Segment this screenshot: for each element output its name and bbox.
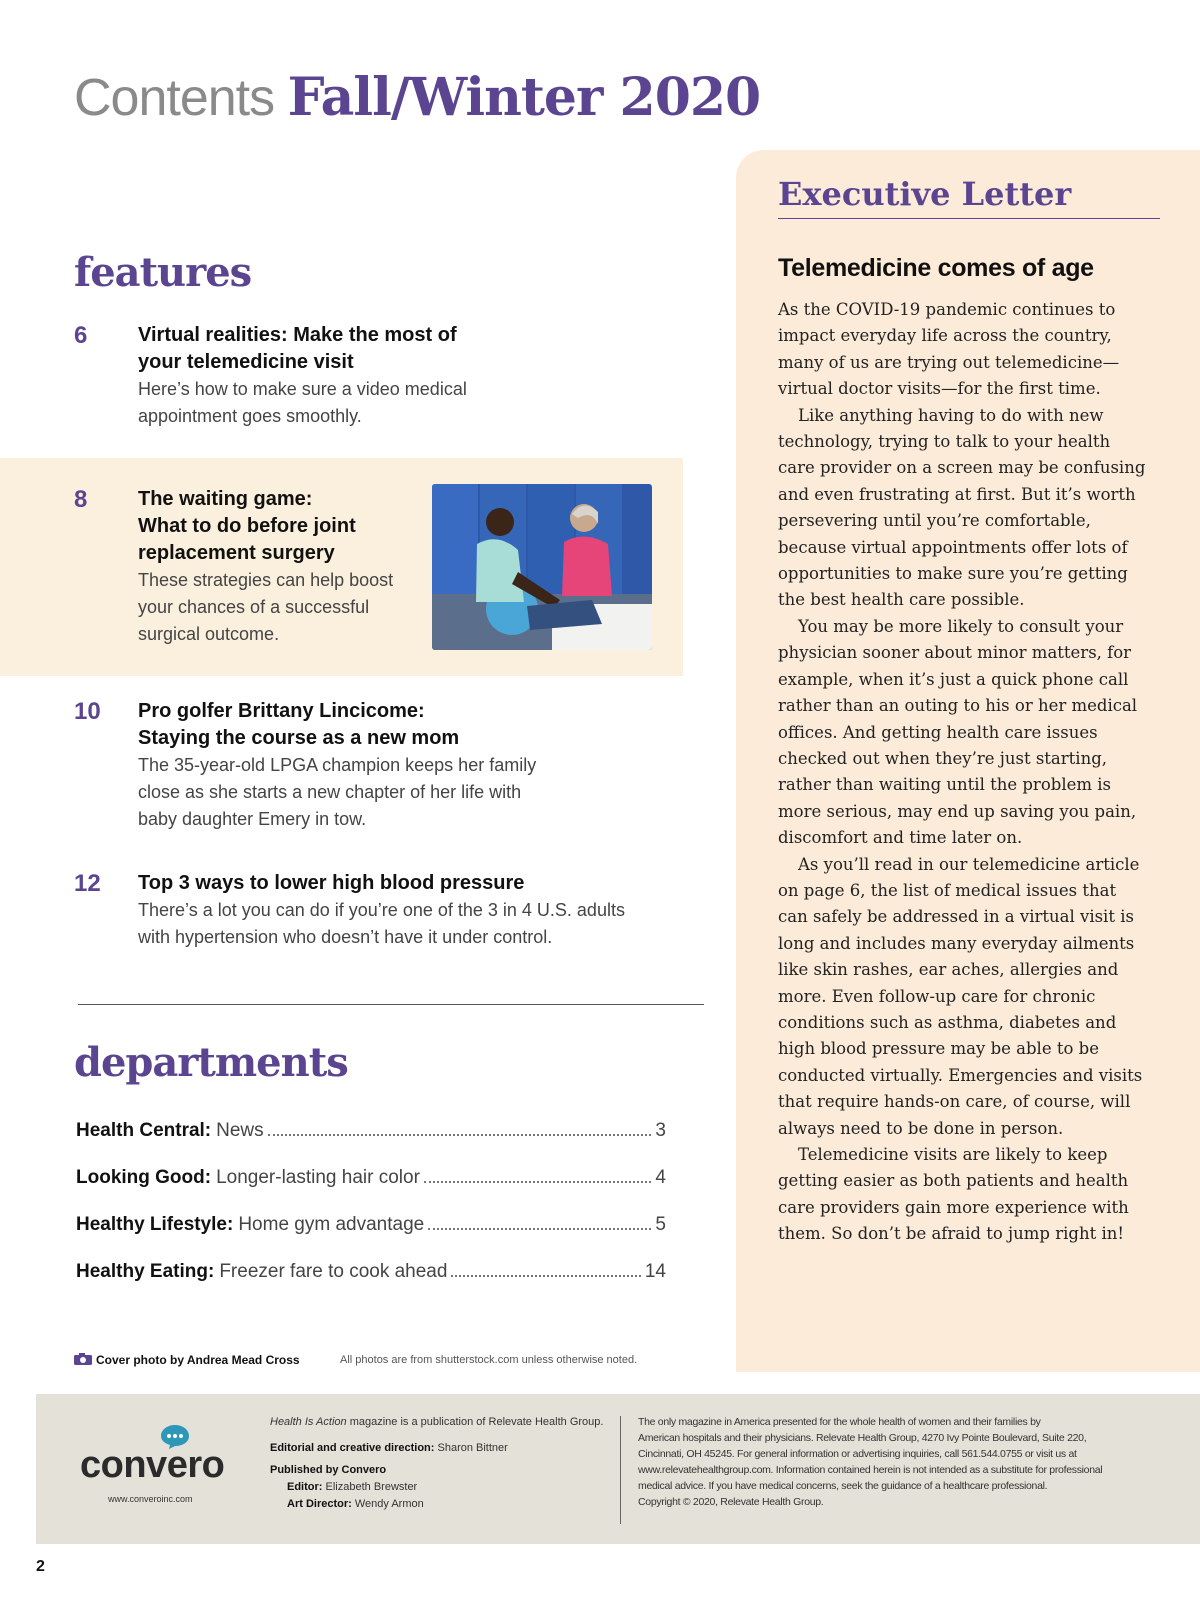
about-line: Copyright © 2020, Relevate Health Group.: [638, 1496, 824, 1508]
editorial-name: Sharon Bittner: [437, 1442, 508, 1454]
department-item[interactable]: [76, 1212, 666, 1238]
department-item[interactable]: [76, 1165, 666, 1191]
about-line: Cincinnati, OH 45245. For general information or advertising inquiries, call 561.544.0755 or visit us at: [638, 1448, 1077, 1460]
feature-title-line: your telemedicine visit: [138, 351, 354, 373]
feature-desc-line: baby daughter Emery in tow.: [138, 809, 367, 829]
camera-icon: [74, 1353, 92, 1365]
letter-body: [778, 297, 1148, 1248]
department-label: Healthy Eating:: [76, 1261, 215, 1282]
feature-title-line: Staying the course as a new mom: [138, 727, 460, 749]
feature-desc-line: surgical outcome.: [138, 624, 280, 644]
about-line: www.relevatehealthgroup.com. Information contained herein is not intended as a substitute for professional: [638, 1464, 1103, 1476]
heading-rule: [778, 218, 1160, 219]
feature-desc-line: with hypertension who doesn’t have it under control.: [138, 927, 553, 947]
feature-photo: [432, 484, 652, 650]
letter-paragraph: As you’ll read in our telemedicine article on page 6, the list of medical issues that can safely be addressed in a virtual visit is long and includes many everyday ailments like skin rashes, ear aches, allergies and more. Even follow-up care for chronic conditions such as asthma, diabetes and high blood pressure may be able to be conducted virtually. Emergencies and visits that require hands-on care, of course, will always need to be done in person.: [778, 854, 1143, 1138]
art-director-line: [270, 1496, 610, 1513]
about-magazine: [638, 1414, 1188, 1510]
dot-leader: [451, 1275, 640, 1277]
features-heading: features: [74, 249, 252, 296]
feature-desc-line: close as she starts a new chapter of her life with: [138, 782, 522, 802]
feature-title: [138, 698, 638, 752]
photo-credit: All photos are from shutterstock.com unless otherwise noted.: [340, 1354, 638, 1366]
feature-desc-line: These strategies can help boost: [138, 570, 394, 590]
dot-leader: [268, 1134, 652, 1136]
feature-title: [138, 486, 438, 567]
physical-therapy-photo: [432, 484, 652, 650]
about-line: medical advice. If you have medical concerns, seek the guidance of a healthcare professional.: [638, 1480, 1048, 1492]
feature-title-line: replacement surgery: [138, 542, 335, 564]
letter-paragraph: As the COVID-19 pandemic continues to impact everyday life across the country, many of us are trying out telemedicine—virtual doctor visits—for the first time.: [778, 300, 1120, 399]
department-page: 4: [655, 1167, 666, 1188]
logo-wordmark: convero: [80, 1444, 225, 1486]
department-title: News: [216, 1120, 264, 1141]
editor-label: Editor:: [287, 1481, 323, 1493]
feature-desc-line: The 35-year-old LPGA champion keeps her family: [138, 755, 537, 775]
department-page: 5: [655, 1214, 666, 1235]
about-line: The only magazine in America presented for the whole health of women and their families by: [638, 1416, 1041, 1428]
letter-title: Telemedicine comes of age: [778, 254, 1094, 282]
feature-title: [138, 870, 698, 897]
title-contents: Contents: [74, 69, 275, 127]
magazine-name: Health Is Action: [270, 1416, 347, 1428]
feature-desc-line: Here’s how to make sure a video medical: [138, 379, 467, 399]
feature-description: [138, 897, 718, 951]
feature-desc-line: appointment goes smoothly.: [138, 406, 362, 426]
footer-divider: [620, 1416, 621, 1524]
department-page: 14: [644, 1261, 666, 1282]
letter-paragraph: You may be more likely to consult your physician sooner about minor matters, for example, when it’s just a quick phone call rather than an outing to his or her medical offices. And getting health care issues checked out when they’re just starting, rather than waiting until the problem is more serious, may end up saving you pain, discomfort and time later on.: [778, 616, 1138, 848]
executive-letter-heading: Executive Letter: [778, 175, 1072, 213]
editorial-label: Editorial and creative direction:: [270, 1442, 435, 1454]
feature-page-number: 6: [74, 322, 88, 349]
feature-desc-line: There’s a lot you can do if you’re one of the 3 in 4 U.S. adults: [138, 900, 625, 920]
feature-title-line: What to do before joint: [138, 515, 356, 537]
feature-title-line: Top 3 ways to lower high blood pressure: [138, 872, 525, 894]
about-line: American hospitals and their physicians. Relevate Health Group, 4270 Ivy Pointe Boulevard, Suite 220,: [638, 1432, 1087, 1444]
cover-credit-text: Cover photo by Andrea Mead Cross: [96, 1353, 300, 1367]
publication-info: [270, 1414, 610, 1513]
editorial-line: [270, 1440, 610, 1457]
department-label: Health Central:: [76, 1120, 212, 1141]
published-label: Published by Convero: [270, 1464, 387, 1476]
section-divider: [78, 1004, 704, 1005]
publication-text: magazine is a publication of Relevate Health Group.: [349, 1416, 604, 1428]
art-director-name: Wendy Armon: [354, 1498, 424, 1510]
department-label: Healthy Lifestyle:: [76, 1214, 234, 1235]
departments-heading: departments: [74, 1039, 348, 1086]
feature-description: [138, 752, 638, 833]
feature-title-line: Virtual realities: Make the most of: [138, 324, 457, 346]
title-issue: Fall/Winter 2020: [287, 67, 761, 128]
feature-description: [138, 376, 538, 430]
page-number: 2: [36, 1558, 45, 1575]
department-page: 3: [655, 1120, 666, 1141]
department-title: Freezer fare to cook ahead: [219, 1261, 448, 1282]
executive-letter-sidebar: [736, 150, 1200, 1372]
department-item[interactable]: [76, 1259, 666, 1285]
feature-page-number: 10: [74, 698, 101, 725]
feature-desc-line: your chances of a successful: [138, 597, 370, 617]
masthead-footer: [36, 1394, 1200, 1544]
department-title: Home gym advantage: [238, 1214, 425, 1235]
letter-paragraph: Like anything having to do with new technology, trying to talk to your health care provider on a screen may be confusing and even frustrating at first. But it’s worth persevering until you’re comfortable, because virtual appointments offer lots of opportunities to make sure you’re getting the best health care possible.: [778, 405, 1146, 610]
department-label: Looking Good:: [76, 1167, 212, 1188]
published-line: [270, 1462, 610, 1479]
feature-title-line: Pro golfer Brittany Lincicome:: [138, 700, 425, 722]
feature-page-number: 12: [74, 870, 101, 897]
dot-leader: [428, 1228, 651, 1230]
department-item[interactable]: [76, 1118, 666, 1144]
publication-line: [270, 1414, 610, 1431]
letter-paragraph: Telemedicine visits are likely to keep getting easier as both patients and health care providers gain more experience with them. So don’t be afraid to jump right in!: [778, 1145, 1129, 1244]
feature-description: [138, 567, 438, 648]
editor-name: Elizabeth Brewster: [325, 1481, 418, 1493]
page-title: [74, 68, 760, 128]
editor-line: [270, 1479, 610, 1496]
dot-leader: [424, 1181, 652, 1183]
logo-url[interactable]: www.converoinc.com: [108, 1494, 193, 1504]
art-director-label: Art Director:: [287, 1498, 352, 1510]
feature-title-line: The waiting game:: [138, 488, 313, 510]
feature-title: [138, 322, 538, 376]
cover-credit: [74, 1352, 300, 1368]
department-title: Longer-lasting hair color: [216, 1167, 420, 1188]
feature-page-number: 8: [74, 486, 88, 513]
convero-logo[interactable]: [80, 1424, 240, 1514]
